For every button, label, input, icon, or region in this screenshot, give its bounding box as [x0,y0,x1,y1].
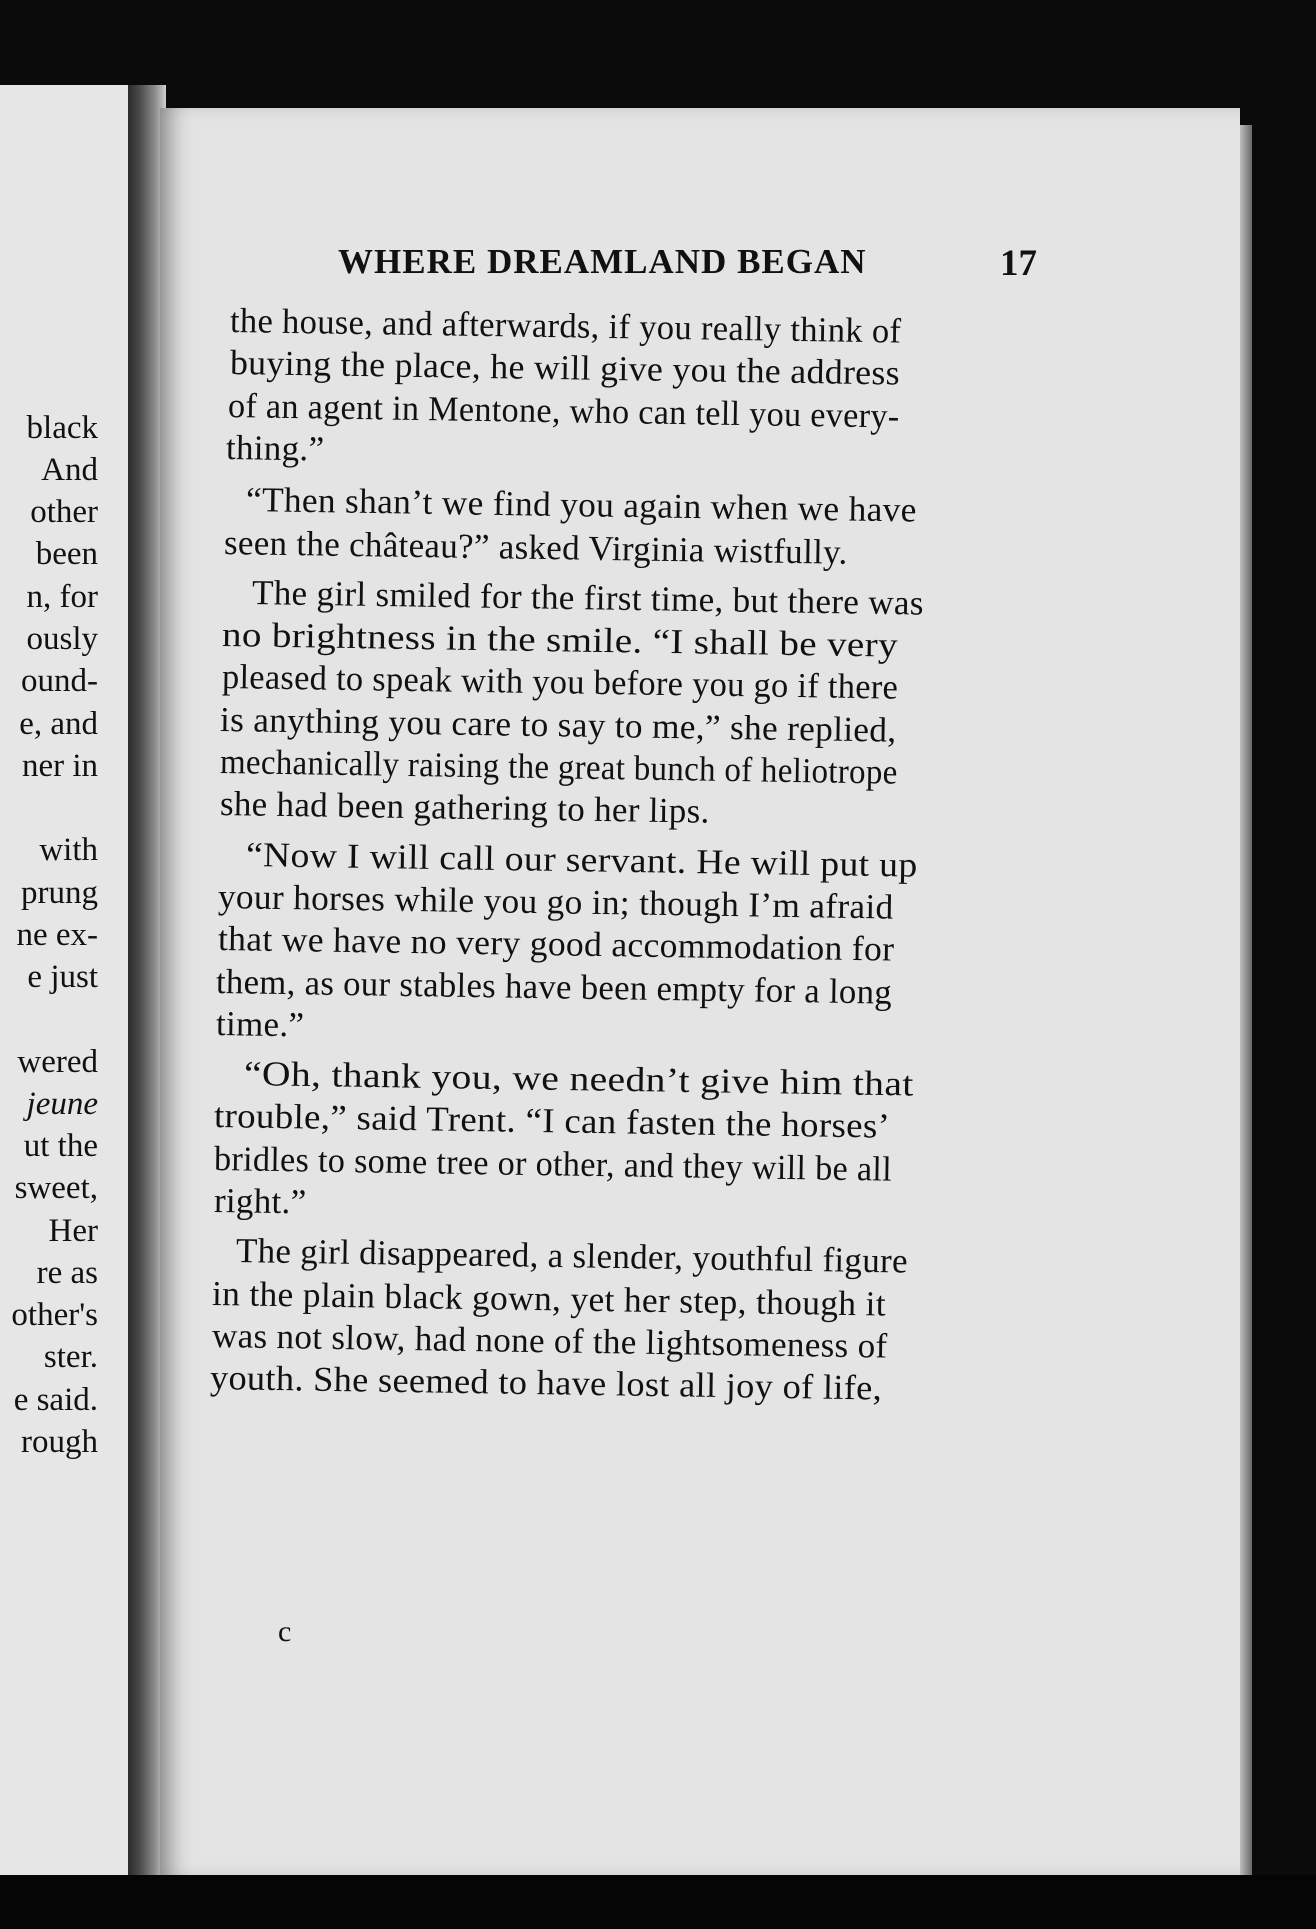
left-page-line: ut the [23,1128,98,1164]
left-page-line: ound- [21,663,98,699]
left-page-line: jeune [26,1086,98,1122]
body-line: youth. She seemed to have lost all joy of life, [209,1358,883,1408]
left-page-line: been [35,536,98,572]
left-page-line: wered [17,1044,98,1080]
body-line: was not slow, had none of the lightsomeness of [211,1315,888,1366]
body-line: “Oh, thank you, we needn’t give him that [243,1054,914,1104]
left-page-line: ner in [21,748,98,784]
left-page-line: And [41,452,98,488]
signature-mark: c [278,1615,292,1648]
left-page-line: ster. [43,1339,98,1375]
left-page-fragment [0,85,140,1875]
left-page-line: other [30,494,98,530]
left-page-line: n, for [26,579,98,615]
body-line: mechanically raising the great bunch of heliotrope [219,742,898,792]
body-text [160,108,1240,1876]
body-line: thing.” [225,427,325,469]
body-line: she had been gathering to her lips. [219,784,710,831]
body-line: pleased to speak with you before you go if there [221,657,899,708]
body-line: seen the château?” asked Virginia wistfully. [223,522,848,572]
body-line: “Then shan’t we find you again when we have [245,480,917,530]
body-line: The girl disappeared, a slender, youthful figure [235,1231,909,1281]
left-page-line: with [39,832,98,868]
body-line: the house, and afterwards, if you really think of [229,301,902,351]
body-line: is anything you care to say to me,” she replied, [219,699,897,750]
body-line: in the plain black gown, yet her step, though it [211,1273,887,1324]
body-line: of an agent in Mentone, who can tell you every- [227,385,900,436]
bottom-background [0,1875,1316,1929]
left-page-line: other's [11,1297,98,1333]
body-line: trouble,” said Trent. “I can fasten the horses’ [213,1096,891,1147]
body-line: time.” [215,1003,305,1045]
body-line: them, as our stables have been empty for a long [215,961,893,1012]
body-line: buying the place, he will give you the address [229,343,901,393]
left-page-line: e said. [13,1382,98,1418]
left-page-line: re as [36,1255,98,1291]
page-number: 17 [1000,243,1037,284]
body-line: that we have no very good accommodation for [217,919,895,969]
left-page-line: black [26,410,98,446]
page-edge [1240,125,1252,1875]
body-line: The girl smiled for the first time, but there was [251,572,925,623]
left-page-line: ne ex- [16,917,98,953]
left-page-line: e, and [19,706,98,742]
left-page-line: sweet, [14,1170,98,1206]
body-line: “Now I will call our servant. He will put up [245,834,918,885]
running-title: WHERE DREAMLAND BEGAN [338,242,867,281]
left-page-line: ously [26,621,98,657]
body-line: right.” [213,1181,307,1222]
body-line: your horses while you go in; though I’m afraid [217,876,894,927]
left-page-line: Her [48,1213,98,1249]
left-page-line: rough [21,1424,98,1460]
body-line: bridles to some tree or other, and they will be all [213,1138,893,1189]
left-page-line: e just [27,959,98,995]
body-line: no brightness in the smile. “I shall be very [221,615,899,665]
right-page [160,108,1240,1876]
left-page-line: prung [21,875,98,911]
